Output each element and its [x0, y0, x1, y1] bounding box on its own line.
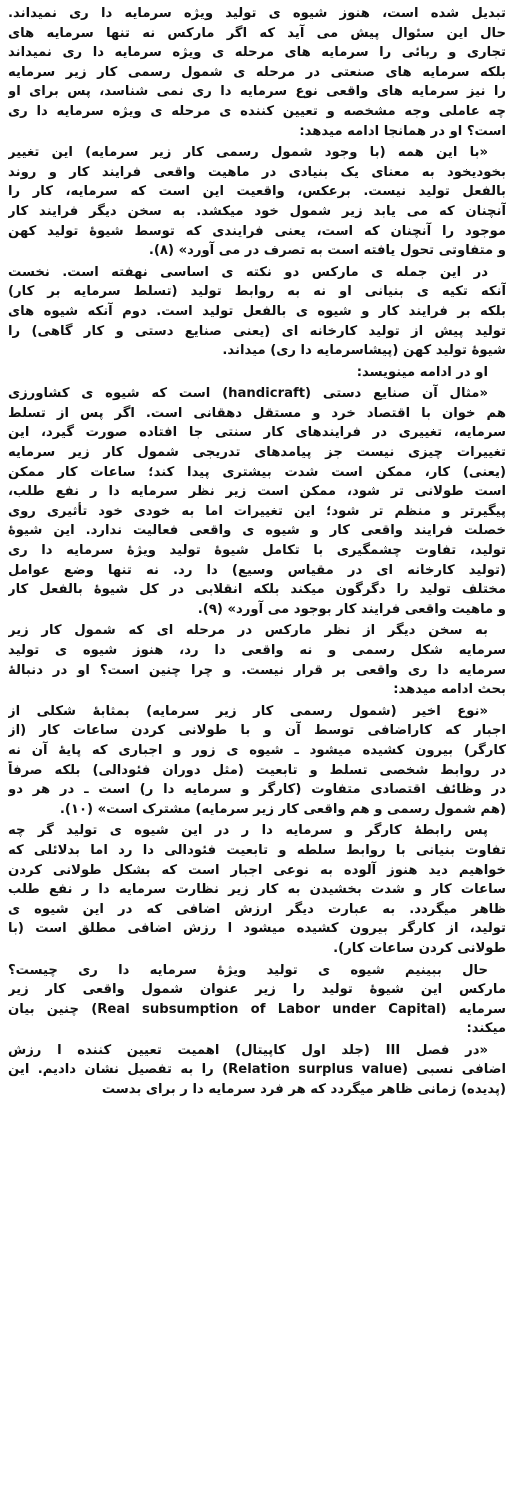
text-paragraph	[8, 821, 506, 958]
text-line: شیوۀ تولید کهن (پیشاسرمایه دا ری) میداند.	[222, 343, 506, 359]
text-line: اضافی نسبی (Relation surplus value) را به تفصیل نشان دادیم. این	[8, 1062, 506, 1078]
text-line: را نیز سرمایه های واقعی نوع سرمایه دا ری نمی شناسد، پس برای او	[8, 84, 506, 100]
text-line: (تولید کارخانه ای در مقیاس وسیع) دا رد. نه تنها وضع عوامل	[8, 562, 506, 578]
text-paragraph	[8, 621, 506, 699]
text-line: حال این سئوال پیش می آید که اگر مارکس نه تنها سرمایه های	[8, 25, 506, 41]
text-line: سرمایه (Real subsumption of Labor under Capital) چنین بیان	[8, 1001, 506, 1017]
text-line: خواهیم دید هنوز آلوده به نوعی اجبار است که بشکل طولانی کردن	[8, 862, 506, 878]
text-paragraph	[8, 4, 506, 141]
text-line: مارکس این شیوۀ تولید را زیر عنوان شمول واقعی کار زیر	[8, 982, 506, 998]
text-line: (یعنی) کار، ممکن است شدت بیشتری پیدا کند؛ ساعات کار ممکن	[8, 464, 506, 480]
text-line: کارگر) بیرون کشیده میشود ـ شیوه ی زور و اجباری که پایۀ آن نه	[8, 742, 506, 758]
text-line: تولید پیش از تولید کارخانه ای (یعنی صنایع دستی و کار گاهی) را	[8, 323, 506, 339]
text-line: ظاهر میگردد. به عبارت دیگر ارزش اضافی که در این شیوه ی	[8, 901, 506, 917]
text-line: اجبار که کاراضافی توسط آن و با طولانی کردن ساعات کار (از	[8, 723, 506, 739]
text-line: او در ادامه مینویسد:	[356, 364, 488, 380]
text-line: بلکه سرمایه های صنعتی در مرحله ی شمول رسمی کار زیر سرمایه	[8, 64, 506, 80]
quote-paragraph	[8, 384, 506, 619]
text-line: «با این همه (با وجود شمول رسمی کار زیر سرمایه) این تغییر	[8, 145, 488, 161]
quote-paragraph	[8, 1041, 506, 1100]
text-line: به سخن دیگر از نظر مارکس در مرحله ای که شمول کار زیر	[8, 623, 488, 639]
text-line: ساعات کار و شدت بخشیدن به کار زیر نظارت سرمایه دا ر نفع طلب	[8, 882, 506, 898]
text-line: مختلف تولید را دگرگون میکند بلکه انقلابی در کل شیوۀ بالفعل کار	[8, 582, 506, 598]
text-line: میکند:	[466, 1021, 506, 1037]
text-line: و ماهیت واقعی فرایند کار بوجود می آورد» (۹).	[197, 601, 506, 617]
text-line: بخودیخود به معنای یک بنیادی در ماهیت واقعی فرایند کار و روند	[8, 164, 506, 180]
text-line: تولید، تفاوت چشمگیری با تکامل شیوۀ تولید ویژۀ سرمایه دا ری	[8, 543, 506, 559]
text-line: در روابط شخصی تسلط و تابعیت (مثل دوران فئودالی) بلکه صرفاً	[8, 762, 506, 778]
text-line: سرمایه دا ری واقعی بر قرار نیست. و چرا چنین است؟ او در دنبالۀ	[8, 662, 506, 678]
text-line: بحث ادامه میدهد:	[393, 682, 506, 698]
text-line: تجاری و ربائی را سرمایه های مرحله ی ویژه سرمایه دا ری نمیداند	[8, 45, 506, 61]
text-line: تفاوت بنیانی با روابط سلطه و تابعیت فئودالی دا رد اما بدلائلی که	[8, 842, 506, 858]
text-line: طولانی کردن ساعات کار).	[333, 940, 506, 956]
text-line: آنچنان که می یابد زیر شمول خود میکشد. به سخن دیگر فرایند کار	[8, 203, 506, 219]
text-line: پیگیرتر و منظم تر شود؛ این تغییرات اما به خودی خود تأثیری روی	[8, 503, 506, 519]
text-line: آنکه تکیه ی بنیانی او نه به روابط تولید (تسلط سرمایه بر کار)	[8, 284, 506, 300]
text-line: هم خوان با اقتصاد خرد و مستقل دهقانی است. اگر پس از تسلط	[8, 405, 506, 421]
text-line: خصلت فرایند واقعی کار و شیوه ی واقعی فعالیت ندارد. این شیوۀ	[8, 523, 506, 539]
text-line: بلکه بر فرایند کار و شیوه ی بالفعل تولید است. دوم آنکه شیوه های	[8, 303, 506, 319]
text-line: موجود را آنچنان که است، یعنی فرایندی که توسط شیوۀ تولید کهن	[8, 223, 506, 239]
text-line: تغییرات چیزی نیست جز پیامدهای تدریجی شمول کار زیر سرمایه	[8, 445, 506, 461]
text-line: «نوع اخیر (شمول رسمی کار زیر سرمایه) بمثابۀ شکلی از	[8, 703, 488, 719]
text-line: است؟ او در همانجا ادامه میدهد:	[299, 123, 506, 139]
text-paragraph	[8, 363, 506, 383]
quote-paragraph	[8, 702, 506, 820]
quote-paragraph	[8, 143, 506, 261]
text-line: بالفعل تولید نیست. برعکس، واقعیت این است که سرمایه، کار را	[8, 184, 506, 200]
text-line: در این جمله ی مارکس دو نکته ی اساسی نهفته است. نخست	[8, 264, 488, 280]
text-line: تولید، از کارگر بیرون کشیده میشود ا رزش اضافی مطلق است (با	[8, 921, 506, 937]
text-line: سرمایه شکل رسمی و نه واقعی دا رد، هنوز شیوه ی تولید	[8, 643, 506, 658]
text-line: «مثال آن صنایع دستی (handicraft) است که شیوه ی کشاورزی	[8, 386, 488, 402]
text-line: است طولانی تر شود، ممکن است زیر نظر سرمایه دا ر نفع طلب،	[8, 484, 506, 500]
text-line: چه عاملی وجه مشخصه و تعیین کننده ی مرحله ی ویژه سرمایه دا ری	[8, 103, 506, 119]
text-paragraph	[8, 961, 506, 1039]
text-line: حال ببینیم شیوه ی تولید ویژۀ سرمایه دا ری چیست؟	[8, 962, 488, 978]
text-line: و متفاوتی تحول یافته است به تصرف در می آورد» (۸).	[148, 243, 506, 259]
text-line: «در فصل III (جلد اول کاپیتال) اهمیت تعیین کننده ا رزش	[8, 1042, 488, 1058]
text-line: در وظائف اقتصادی متفاوت (کارگر و سرمایه دا ر) است ـ در هر دو	[8, 782, 506, 798]
text-line: تبدیل شده است، هنوز شیوه ی تولید ویژه سرمایه دا ری نمیداند.	[8, 6, 506, 21]
text-line: پس رابطۀ کارگر و سرمایه دا ر در این شیوه ی تولید گر چه	[8, 823, 488, 839]
text-paragraph	[8, 263, 506, 361]
text-line: (هم شمول رسمی و هم واقعی کار زیر سرمایه) مشترک است» (۱۰).	[59, 801, 506, 817]
text-line: سرمایه، تغییری در فرایندهای کار سنتی جا افتاده صورت گیرد، این	[8, 425, 506, 441]
text-line: (پدیده) زمانی ظاهر میگردد که هر فرد سرمایه دا ر برای بدست	[101, 1082, 506, 1098]
